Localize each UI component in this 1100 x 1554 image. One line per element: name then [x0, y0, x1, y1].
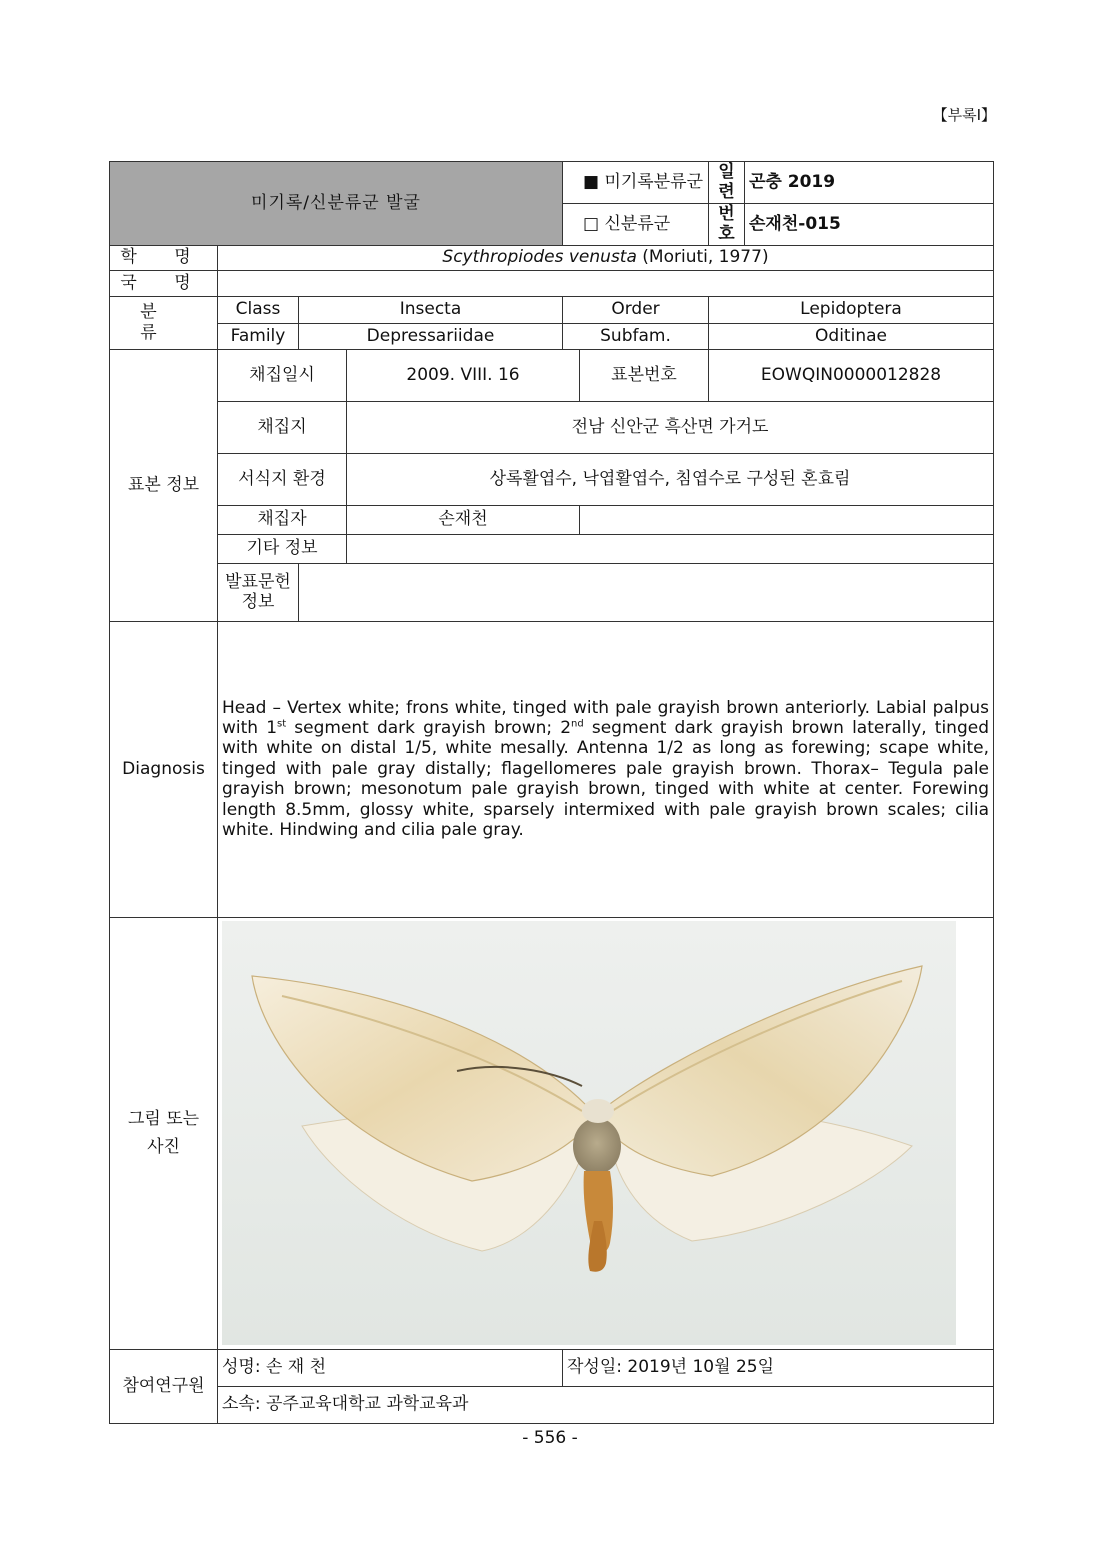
- figure-label: [110, 917, 218, 1349]
- page-title: 미기록/신분류군 발굴: [110, 162, 563, 246]
- family-value: Depressariidae: [299, 323, 563, 349]
- other-info-value: [347, 534, 994, 563]
- diagnosis-label: Diagnosis: [110, 621, 218, 917]
- other-info-label: 기타 정보: [218, 534, 347, 563]
- locality-label: 채집지: [218, 401, 347, 453]
- specimen-number-value: EOWQIN0000012828: [709, 349, 994, 401]
- checkbox-new-taxon[interactable]: □ 신분류군: [563, 203, 709, 245]
- page-number: - 556 -: [522, 1428, 578, 1448]
- moth-thorax: [573, 1118, 621, 1174]
- korean-name-label: 국 명: [110, 270, 218, 296]
- checkbox-unrecorded-taxon[interactable]: ■ 미기록분류군: [563, 162, 709, 204]
- subfamily-value: Oditinae: [709, 323, 994, 349]
- collection-date-value: 2009. VIII. 16: [347, 349, 580, 401]
- written-date: 작성일: 2019년 10월 25일: [563, 1349, 994, 1386]
- appendix-label: 【부록Ⅰ】: [932, 106, 996, 124]
- korean-name-value: [218, 270, 994, 296]
- scientific-name-label: 학 명: [110, 245, 218, 270]
- diagnosis-superscript-1: st: [277, 718, 287, 730]
- diagnosis-superscript-2: nd: [571, 718, 584, 730]
- figure-label-line-2: 사진: [147, 1137, 180, 1158]
- subfamily-label: Subfam.: [563, 323, 709, 349]
- moth-head: [582, 1099, 614, 1123]
- specimen-number-label: 표본번호: [580, 349, 709, 401]
- class-label: Class: [218, 296, 299, 323]
- diagnosis-part-1: Head – Vertex white; frons white, tinged with pale grayish brown anteriorly. Labial palpus with 1: [222, 697, 990, 739]
- record-sheet: [109, 161, 994, 1424]
- literature-label-line-1: 발표문헌: [225, 571, 291, 592]
- collection-date-label: 채집일시: [218, 349, 347, 401]
- serial-label-2: 번호: [709, 203, 745, 245]
- habitat-value: 상록활엽수, 낙엽활엽수, 침엽수로 구성된 혼효림: [347, 453, 994, 505]
- class-value: Insecta: [299, 296, 563, 323]
- order-value: Lepidoptera: [709, 296, 994, 323]
- locality-value: 전남 신안군 흑산면 가거도: [347, 401, 994, 453]
- scientific-name-binomial: Scythropiodes venusta: [442, 247, 637, 268]
- researcher-affiliation: 소속: 공주교육대학교 과학교육과: [218, 1386, 994, 1423]
- literature-value: [299, 563, 994, 621]
- literature-label: [218, 563, 299, 621]
- serial-value-2: 손재천-015: [745, 203, 994, 245]
- classification-label: 분 류: [110, 296, 218, 349]
- collector-value: 손재천: [347, 505, 580, 534]
- scientific-name: [218, 245, 994, 270]
- researcher-name: 성명: 손 재 천: [218, 1349, 563, 1386]
- family-label: Family: [218, 323, 299, 349]
- figure-label-line-1: 그림 또는: [127, 1109, 200, 1130]
- diagnosis-text: [218, 621, 994, 917]
- diagnosis-part-2: segment dark grayish brown; 2: [286, 718, 572, 739]
- specimen-photo-cell: [218, 917, 994, 1349]
- scientific-name-author: (Moriuti, 1977): [636, 247, 769, 268]
- collector-label: 채집자: [218, 505, 347, 534]
- specimen-info-label: 표본 정보: [110, 349, 218, 621]
- habitat-label: 서식지 환경: [218, 453, 347, 505]
- serial-value-1: 곤충 2019: [745, 162, 994, 204]
- moth-specimen-photo: [222, 921, 956, 1345]
- diagnosis-part-3: segment dark grayish brown laterally, tinged with white on distal 1/5, white mesally. Antenna 1/2 as long as forewing; scape white, tinged with pale gray distally; flagellomeres pale grayish brown. Thorax– Tegula pale grayish brown; mesonotum pale grayish brown, tinged with white at center. Forewing length 8.5mm, glossy white, sparsely intermixed with pale grayish brown scales; cilia white. Hindwing and cilia pale gray.: [222, 718, 990, 841]
- collector-extra-cell: [580, 505, 994, 534]
- literature-label-line-2: 정보: [241, 592, 275, 613]
- researcher-label: 참여연구원: [110, 1349, 218, 1423]
- order-label: Order: [563, 296, 709, 323]
- serial-label-1: 일련: [709, 162, 745, 204]
